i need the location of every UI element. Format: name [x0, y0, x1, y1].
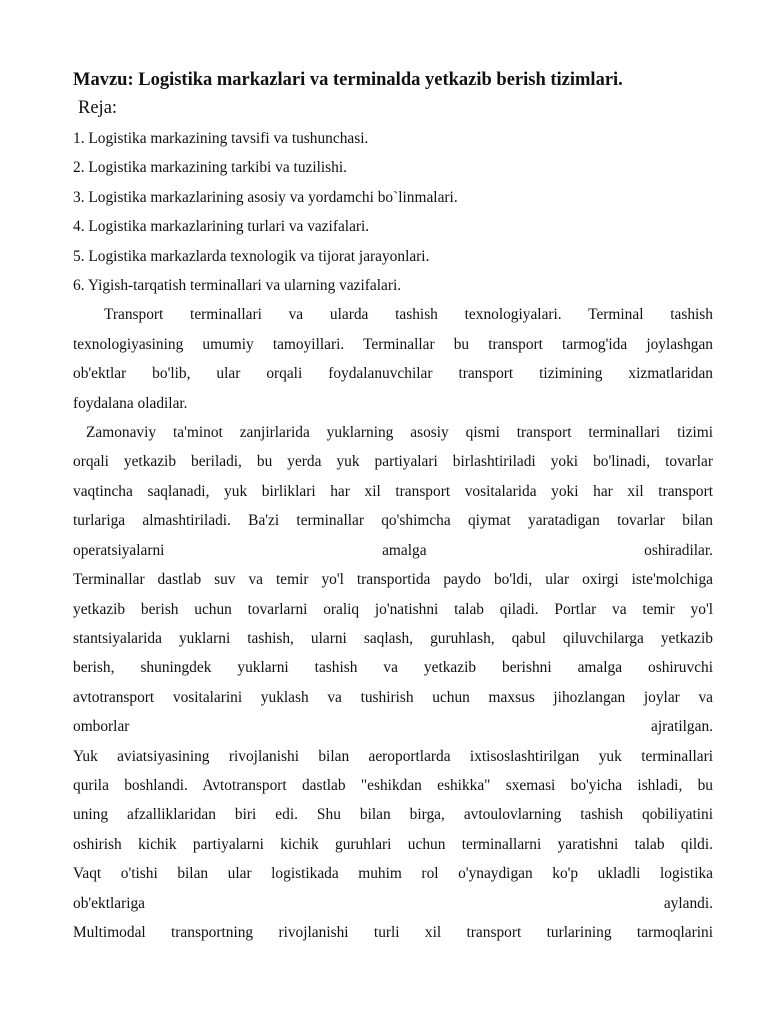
plan-item: 6. Yigish-tarqatish terminallari va ularning vazifalari. [73, 277, 402, 295]
paragraph-line: Zamonaviy ta'minot zanjirlarida yuklarning asosiy qismi transport terminallari tizimi [86, 424, 713, 442]
plan-item: 2. Logistika markazining tarkibi va tuzilishi. [73, 159, 347, 177]
paragraph-line: orqali yetkazib beriladi, bu yerda yuk partiyalari birlashtiriladi yoki bo'linadi, tovarlar [73, 453, 713, 471]
paragraph-line: operatsiyalarni amalga oshiradilar. [73, 541, 713, 559]
plan-item: 5. Logistika markazlarda texnologik va tijorat jarayonlari. [73, 247, 430, 265]
paragraph-line: omborlar ajratilgan. [73, 718, 713, 736]
document-page [73, 66, 713, 947]
plan-heading: Reja: [78, 98, 118, 118]
paragraph-line: turlariga almashtiriladi. Ba'zi terminallar qo'shimcha qiymat yaratadigan tovarlar bilan [73, 512, 713, 530]
document-title: Mavzu: Logistika markazlari va terminalda yetkazib berish tizimlari. [73, 70, 623, 90]
body-text [73, 300, 713, 947]
paragraph-line: Terminallar dastlab suv va temir yo'l transportida paydo bo'ldi, ular oxirgi iste'molchiga [73, 571, 713, 589]
paragraph-line: Multimodal transportning rivojlanishi turli xil transport turlarining tarmoqlarini [73, 923, 713, 941]
plan-item: 1. Logistika markazining tavsifi va tushunchasi. [73, 130, 369, 147]
paragraph-line: texnologiyasining umumiy tamoyillari. Terminallar bu transport tarmog'ida joylashgan [73, 335, 713, 353]
paragraph-line: stantsiyalarida yuklarni tashish, ularni saqlash, guruhlash, qabul qiluvchilarga yetkazib [73, 629, 713, 647]
paragraph-line: uning afzalliklaridan biri edi. Shu bilan birga, avtoulovlarning tashish qobiliyatini [73, 806, 713, 824]
paragraph-line: Transport terminallari va ularda tashish texnologiyalari. Terminal tashish [104, 306, 713, 324]
paragraph-line: vaqtincha saqlanadi, yuk birliklari har xil transport vositalarida yoki har xil transport [73, 482, 713, 500]
paragraph-line: foydalana oladilar. [73, 394, 188, 412]
plan-list [73, 124, 713, 300]
paragraph-line: qurila boshlandi. Avtotransport dastlab "eshikdan eshikka" sxemasi bo'yicha ishladi, bu [73, 776, 713, 794]
plan-item: 3. Logistika markazlarining asosiy va yordamchi bo`linmalari. [73, 188, 458, 206]
paragraph-line: avtotransport vositalarini yuklash va tushirish uchun maxsus jihozlangan joylar va [73, 688, 713, 706]
paragraph-line: ob'ektlar bo'lib, ular orqali foydalanuvchilar transport tizimining xizmatlaridan [73, 365, 713, 383]
paragraph-line: Vaqt o'tishi bilan ular logistikada muhim rol o'ynaydigan ko'p ukladli logistika [73, 865, 713, 883]
paragraph-line: Yuk aviatsiyasining rivojlanishi bilan aeroportlarda ixtisoslashtirilgan yuk terminallari [73, 747, 713, 765]
paragraph-line: ob'ektlariga aylandi. [73, 894, 713, 912]
paragraph-line: yetkazib berish uchun tovarlarni oraliq jo'natishni talab qiladi. Portlar va temir yo'l [73, 600, 713, 618]
plan-item: 4. Logistika markazlarining turlari va vazifalari. [73, 218, 370, 236]
paragraph-line: oshirish kichik partiyalarni kichik guruhlari uchun terminallarni yaratishni talab qildi. [73, 835, 713, 853]
paragraph-line: berish, shuningdek yuklarni tashish va yetkazib berishni amalga oshiruvchi [73, 659, 713, 677]
